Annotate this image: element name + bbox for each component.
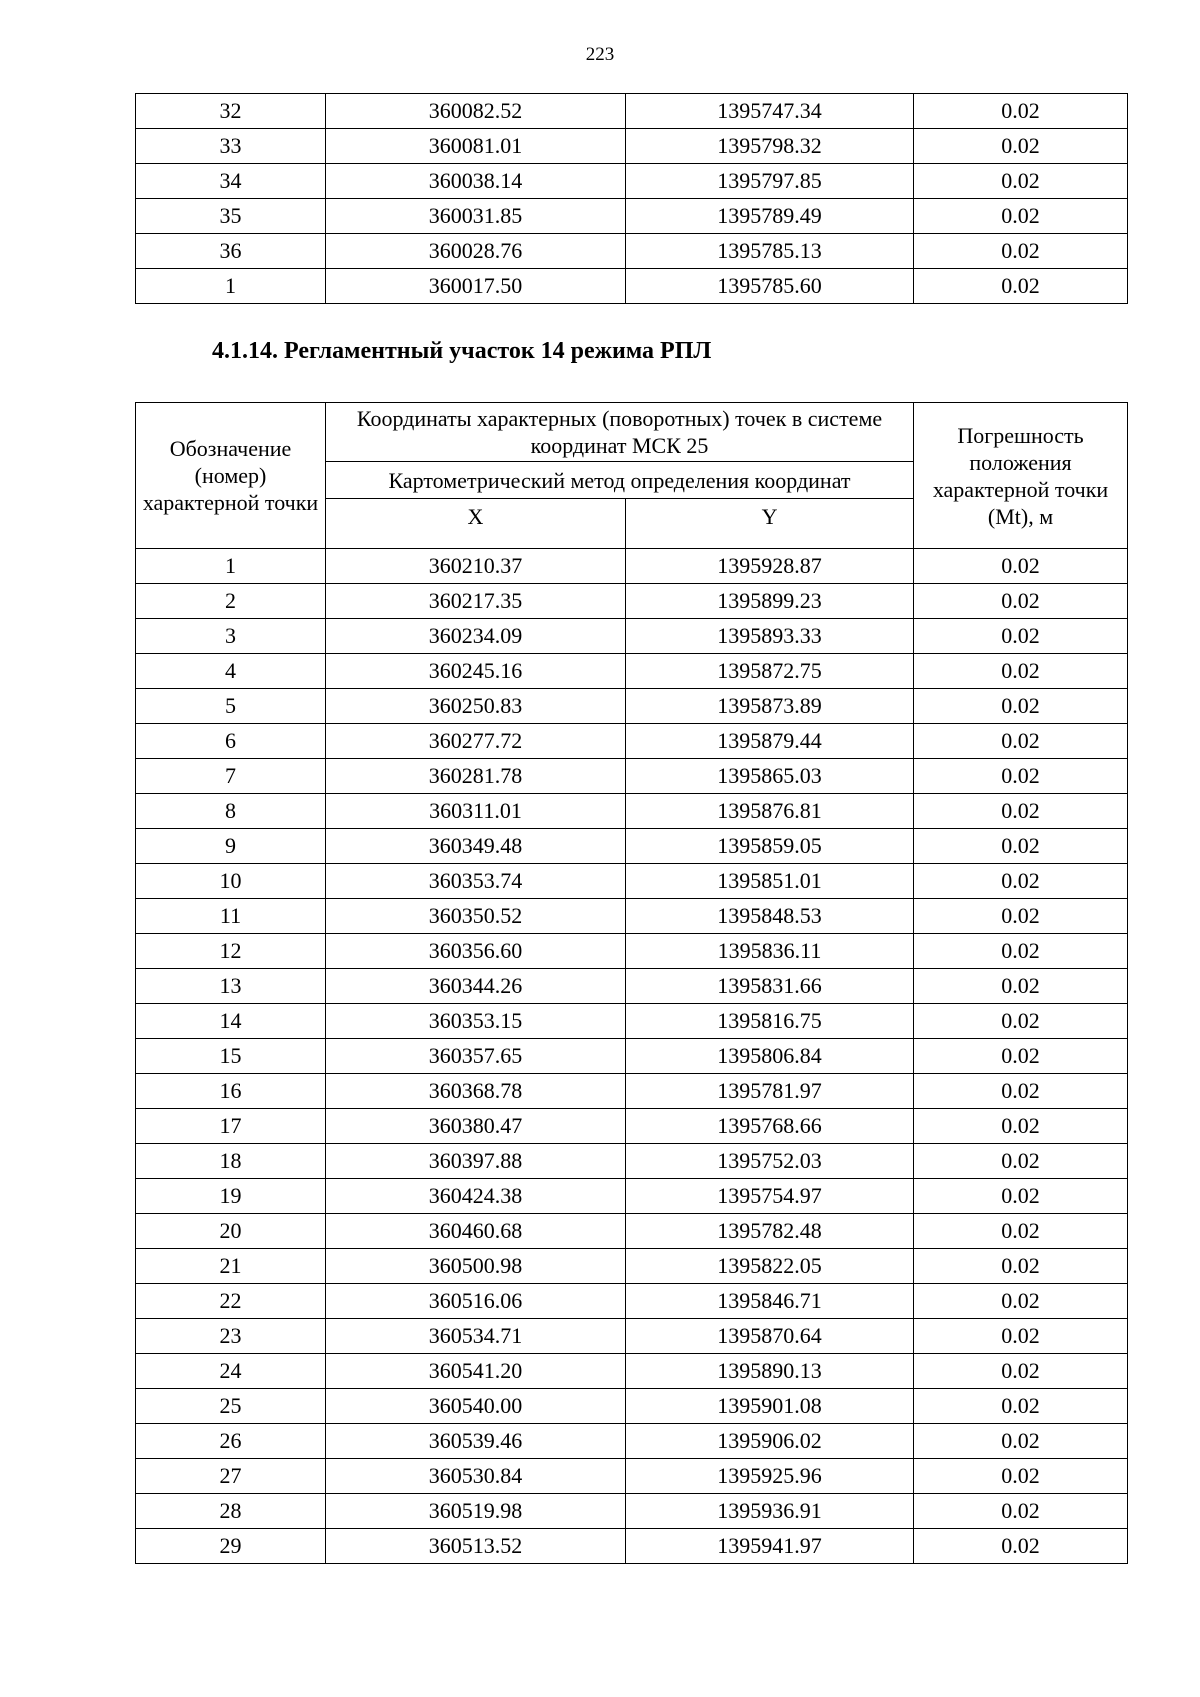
y-coordinate-cell: 1395781.97 (626, 1074, 914, 1109)
point-number-cell: 1 (136, 549, 326, 584)
x-coordinate-cell: 360250.83 (326, 689, 626, 724)
y-coordinate-cell: 1395873.89 (626, 689, 914, 724)
header-y: Y (626, 499, 914, 549)
error-cell: 0.02 (914, 654, 1128, 689)
table-row (136, 1529, 1128, 1564)
x-coordinate-cell: 360210.37 (326, 549, 626, 584)
error-cell: 0.02 (914, 199, 1128, 234)
error-cell: 0.02 (914, 1354, 1128, 1389)
error-cell: 0.02 (914, 1249, 1128, 1284)
y-coordinate-cell: 1395872.75 (626, 654, 914, 689)
table-row (136, 689, 1128, 724)
x-coordinate-cell: 360017.50 (326, 269, 626, 304)
x-coordinate-cell: 360540.00 (326, 1389, 626, 1424)
point-number-cell: 9 (136, 829, 326, 864)
error-cell: 0.02 (914, 1459, 1128, 1494)
table-row (136, 899, 1128, 934)
header-x: X (326, 499, 626, 549)
y-coordinate-cell: 1395846.71 (626, 1284, 914, 1319)
error-cell: 0.02 (914, 1109, 1128, 1144)
y-coordinate-cell: 1395893.33 (626, 619, 914, 654)
table-row (136, 1144, 1128, 1179)
x-coordinate-cell: 360460.68 (326, 1214, 626, 1249)
x-coordinate-cell: 360519.98 (326, 1494, 626, 1529)
point-number-cell: 19 (136, 1179, 326, 1214)
x-coordinate-cell: 360281.78 (326, 759, 626, 794)
y-coordinate-cell: 1395768.66 (626, 1109, 914, 1144)
y-coordinate-cell: 1395848.53 (626, 899, 914, 934)
point-number-cell: 34 (136, 164, 326, 199)
point-number-cell: 3 (136, 619, 326, 654)
header-position-error: Погрешность положения характерной точки (Mt), м (914, 403, 1128, 549)
point-number-cell: 15 (136, 1039, 326, 1074)
error-cell: 0.02 (914, 1074, 1128, 1109)
x-coordinate-cell: 360038.14 (326, 164, 626, 199)
x-coordinate-cell: 360534.71 (326, 1319, 626, 1354)
y-coordinate-cell: 1395797.85 (626, 164, 914, 199)
point-number-cell: 22 (136, 1284, 326, 1319)
error-cell: 0.02 (914, 689, 1128, 724)
point-number-cell: 2 (136, 584, 326, 619)
y-coordinate-cell: 1395785.60 (626, 269, 914, 304)
table-row (136, 864, 1128, 899)
point-number-cell: 6 (136, 724, 326, 759)
x-coordinate-cell: 360513.52 (326, 1529, 626, 1564)
y-coordinate-cell: 1395928.87 (626, 549, 914, 584)
error-cell: 0.02 (914, 234, 1128, 269)
table-row (136, 1319, 1128, 1354)
error-cell: 0.02 (914, 619, 1128, 654)
error-cell: 0.02 (914, 549, 1128, 584)
y-coordinate-cell: 1395936.91 (626, 1494, 914, 1529)
error-cell: 0.02 (914, 1319, 1128, 1354)
point-number-cell: 20 (136, 1214, 326, 1249)
table-row (136, 794, 1128, 829)
x-coordinate-cell: 360234.09 (326, 619, 626, 654)
point-number-cell: 36 (136, 234, 326, 269)
error-cell: 0.02 (914, 794, 1128, 829)
y-coordinate-cell: 1395752.03 (626, 1144, 914, 1179)
x-coordinate-cell: 360397.88 (326, 1144, 626, 1179)
y-coordinate-cell: 1395831.66 (626, 969, 914, 1004)
x-coordinate-cell: 360028.76 (326, 234, 626, 269)
header-method: Картометрический метод определения координат (326, 462, 914, 499)
point-number-cell: 18 (136, 1144, 326, 1179)
y-coordinate-cell: 1395941.97 (626, 1529, 914, 1564)
y-coordinate-cell: 1395782.48 (626, 1214, 914, 1249)
x-coordinate-cell: 360277.72 (326, 724, 626, 759)
table-row (136, 1004, 1128, 1039)
point-number-cell: 11 (136, 899, 326, 934)
point-number-cell: 23 (136, 1319, 326, 1354)
x-coordinate-cell: 360357.65 (326, 1039, 626, 1074)
y-coordinate-cell: 1395836.11 (626, 934, 914, 969)
point-number-cell: 10 (136, 864, 326, 899)
error-cell: 0.02 (914, 899, 1128, 934)
error-cell: 0.02 (914, 934, 1128, 969)
x-coordinate-cell: 360353.74 (326, 864, 626, 899)
point-number-cell: 1 (136, 269, 326, 304)
point-number-cell: 12 (136, 934, 326, 969)
point-number-cell: 8 (136, 794, 326, 829)
header-coordinates: Координаты характерных (поворотных) точек в системе координат МСК 25 (326, 403, 914, 462)
point-number-cell: 14 (136, 1004, 326, 1039)
point-number-cell: 28 (136, 1494, 326, 1529)
point-number-cell: 13 (136, 969, 326, 1004)
table-row (136, 969, 1128, 1004)
error-cell: 0.02 (914, 864, 1128, 899)
error-cell: 0.02 (914, 1179, 1128, 1214)
point-number-cell: 4 (136, 654, 326, 689)
table-row (136, 1424, 1128, 1459)
page-number: 223 (585, 44, 615, 65)
error-cell: 0.02 (914, 94, 1128, 129)
table-row (136, 234, 1128, 269)
error-cell: 0.02 (914, 1529, 1128, 1564)
y-coordinate-cell: 1395879.44 (626, 724, 914, 759)
error-cell: 0.02 (914, 584, 1128, 619)
table-row (136, 829, 1128, 864)
table-row (136, 724, 1128, 759)
error-cell: 0.02 (914, 269, 1128, 304)
x-coordinate-cell: 360380.47 (326, 1109, 626, 1144)
y-coordinate-cell: 1395806.84 (626, 1039, 914, 1074)
point-number-cell: 35 (136, 199, 326, 234)
y-coordinate-cell: 1395785.13 (626, 234, 914, 269)
y-coordinate-cell: 1395859.05 (626, 829, 914, 864)
y-coordinate-cell: 1395890.13 (626, 1354, 914, 1389)
table-row (136, 199, 1128, 234)
point-number-cell: 25 (136, 1389, 326, 1424)
point-number-cell: 27 (136, 1459, 326, 1494)
x-coordinate-cell: 360350.52 (326, 899, 626, 934)
error-cell: 0.02 (914, 759, 1128, 794)
x-coordinate-cell: 360356.60 (326, 934, 626, 969)
error-cell: 0.02 (914, 1039, 1128, 1074)
x-coordinate-cell: 360353.15 (326, 1004, 626, 1039)
error-cell: 0.02 (914, 1284, 1128, 1319)
table-row (136, 94, 1128, 129)
table-row (136, 1074, 1128, 1109)
x-coordinate-cell: 360349.48 (326, 829, 626, 864)
point-number-cell: 7 (136, 759, 326, 794)
table-row (136, 1039, 1128, 1074)
x-coordinate-cell: 360368.78 (326, 1074, 626, 1109)
x-coordinate-cell: 360516.06 (326, 1284, 626, 1319)
error-cell: 0.02 (914, 129, 1128, 164)
table-row (136, 1459, 1128, 1494)
x-coordinate-cell: 360031.85 (326, 199, 626, 234)
table-row (136, 1284, 1128, 1319)
error-cell: 0.02 (914, 1004, 1128, 1039)
error-cell: 0.02 (914, 1214, 1128, 1249)
main-coordinates-table (135, 402, 1128, 1564)
x-coordinate-cell: 360500.98 (326, 1249, 626, 1284)
y-coordinate-cell: 1395876.81 (626, 794, 914, 829)
y-coordinate-cell: 1395822.05 (626, 1249, 914, 1284)
point-number-cell: 16 (136, 1074, 326, 1109)
y-coordinate-cell: 1395925.96 (626, 1459, 914, 1494)
table-row (136, 1109, 1128, 1144)
table-row (136, 934, 1128, 969)
x-coordinate-cell: 360539.46 (326, 1424, 626, 1459)
error-cell: 0.02 (914, 1389, 1128, 1424)
error-cell: 0.02 (914, 969, 1128, 1004)
y-coordinate-cell: 1395906.02 (626, 1424, 914, 1459)
y-coordinate-cell: 1395816.75 (626, 1004, 914, 1039)
main-table-body (136, 549, 1128, 1564)
point-number-cell: 32 (136, 94, 326, 129)
y-coordinate-cell: 1395865.03 (626, 759, 914, 794)
point-number-cell: 17 (136, 1109, 326, 1144)
table-row (136, 1249, 1128, 1284)
table-row (136, 269, 1128, 304)
table-row (136, 1389, 1128, 1424)
table-row (136, 549, 1128, 584)
section-heading: 4.1.14. Регламентный участок 14 режима РПЛ (212, 338, 712, 364)
table-row (136, 584, 1128, 619)
y-coordinate-cell: 1395899.23 (626, 584, 914, 619)
error-cell: 0.02 (914, 724, 1128, 759)
error-cell: 0.02 (914, 1424, 1128, 1459)
error-cell: 0.02 (914, 1144, 1128, 1179)
table-row (136, 1354, 1128, 1389)
top-coordinates-table (135, 93, 1128, 304)
table-row (136, 129, 1128, 164)
error-cell: 0.02 (914, 829, 1128, 864)
y-coordinate-cell: 1395789.49 (626, 199, 914, 234)
table-row (136, 1494, 1128, 1529)
table-row (136, 619, 1128, 654)
point-number-cell: 5 (136, 689, 326, 724)
x-coordinate-cell: 360530.84 (326, 1459, 626, 1494)
y-coordinate-cell: 1395754.97 (626, 1179, 914, 1214)
x-coordinate-cell: 360245.16 (326, 654, 626, 689)
x-coordinate-cell: 360082.52 (326, 94, 626, 129)
point-number-cell: 21 (136, 1249, 326, 1284)
point-number-cell: 29 (136, 1529, 326, 1564)
main-table-header (136, 403, 1128, 549)
top-table-body (136, 94, 1128, 304)
point-number-cell: 26 (136, 1424, 326, 1459)
y-coordinate-cell: 1395851.01 (626, 864, 914, 899)
table-row (136, 759, 1128, 794)
header-point-designation: Обозначение (номер) характерной точки (136, 403, 326, 549)
table-row (136, 1179, 1128, 1214)
table-row (136, 654, 1128, 689)
table-row (136, 164, 1128, 199)
point-number-cell: 24 (136, 1354, 326, 1389)
y-coordinate-cell: 1395870.64 (626, 1319, 914, 1354)
point-number-cell: 33 (136, 129, 326, 164)
x-coordinate-cell: 360081.01 (326, 129, 626, 164)
table-row (136, 1214, 1128, 1249)
x-coordinate-cell: 360217.35 (326, 584, 626, 619)
error-cell: 0.02 (914, 1494, 1128, 1529)
y-coordinate-cell: 1395747.34 (626, 94, 914, 129)
y-coordinate-cell: 1395798.32 (626, 129, 914, 164)
y-coordinate-cell: 1395901.08 (626, 1389, 914, 1424)
x-coordinate-cell: 360541.20 (326, 1354, 626, 1389)
x-coordinate-cell: 360344.26 (326, 969, 626, 1004)
x-coordinate-cell: 360424.38 (326, 1179, 626, 1214)
error-cell: 0.02 (914, 164, 1128, 199)
x-coordinate-cell: 360311.01 (326, 794, 626, 829)
